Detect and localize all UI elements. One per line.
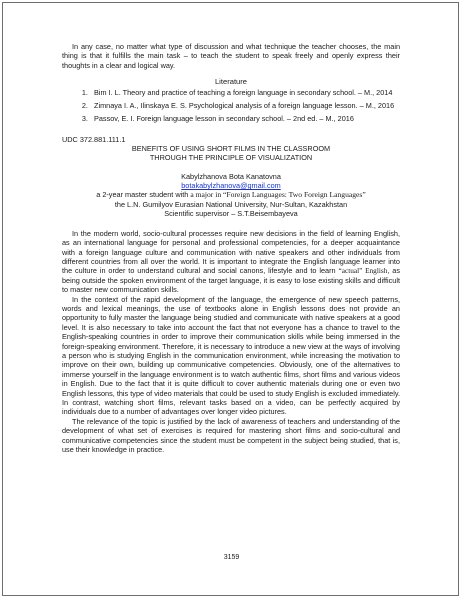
- page-number: 3159: [223, 554, 240, 561]
- body-paragraph-3: The relevance of the topic is justified by the lack of awareness of teachers and understanding of the development of what set of exercises is required for mastering short films and socio-cultural and communicative competencies since the student must be competent in the subject being studied, that is, use their knowledge in practice.: [62, 416, 400, 455]
- page-content: [62, 42, 400, 454]
- author-university: the L.N. Gumilyov Eurasian National University, Nur-Sultan, Kazakhstan: [114, 199, 348, 209]
- reference-item: 2. Zimnaya I. A., Ilinskaya E. S. Psychological analysis of a foreign language lesson. – M., 2016: [90, 101, 400, 110]
- scientific-supervisor: Scientific supervisor – S.T.Beisembayeva: [164, 209, 298, 219]
- author-block: [62, 172, 400, 219]
- article-body: [62, 229, 400, 455]
- author-affiliation: [62, 190, 400, 199]
- affiliation-major: a major in “Foreign Languages: Two Foreign Languages”: [190, 190, 366, 200]
- article-title-line-1: BENEFITS OF USING SHORT FILMS IN THE CLASSROOM: [131, 144, 331, 154]
- literature-heading: Literature: [214, 77, 248, 87]
- reference-list: [62, 88, 400, 124]
- body-paragraph-1: [62, 229, 400, 295]
- intro-paragraph: In any case, no matter what type of discussion and what technique the teacher chooses, the main thing is that it fulfills the main task – to teach the student to speak freely and openly express their thoughts in a clear and logical way.: [62, 42, 400, 70]
- reference-item: 3. Passov, E. I. Foreign language lesson in secondary school. – 2nd ed. – M., 2016: [90, 114, 400, 123]
- author-email-link[interactable]: botakabylzhanova@gmail.com: [181, 181, 281, 191]
- affiliation-prefix: a 2-year master student with: [96, 190, 191, 200]
- p1-text-b: , as being outside the spoken environment of the target language, it is easy to lose existing skills and difficult to master new communication skills.: [62, 266, 400, 295]
- udc-code: UDC 372.881.111.1: [62, 134, 126, 144]
- reference-item: 1. Bim I. L. Theory and practice of teaching a foreign language in secondary school. – M., 2014: [90, 88, 400, 97]
- article-title-line-2: THROUGH THE PRINCIPLE OF VISUALIZATION: [149, 153, 313, 163]
- p1-text-a: In the modern world, socio-cultural processes require new decisions in the field of learning English, as an international language for personal and professional competencies, for a deeper acquaintance with a foreign language culture and communication with native speakers and other individuals from different countries from all over the world. It is important to integrate the English language learner into the culture in order to understand cultural and social canons, lifestyle and to learn: [62, 228, 400, 276]
- p1-quoted-term: “actual” English: [338, 266, 388, 276]
- article-title: [62, 144, 400, 162]
- body-paragraph-2: In the context of the rapid development of the language, the emergence of new speech patterns, words and lexical meanings, the use of textbooks alone in English lessons does not provide an opportunity to fully master the language being studied and communicate with native speakers at a good level. It is also necessary to take into account the fact that not everyone has a chance to travel to the English-speaking countries in order to improve their communication skills while being immersed in the foreign-speaking environment. Therefore, it is necessary to introduce a new view at the ways of involving a person who is studying English in the communication environment, while increasing the motivation to improve on their own, building up communicative competencies. Obviously, one of the alternatives to immerse yourself in the language environment is to watch authentic films, short films and various videos in English. Due to the fact that it is quite difficult to cover authentic materials during one or even two English lessons, this type of video materials that could be used to study English is excluded immediately. In contrast, watching short films, relevant tasks based on a video, can be perfectly acquired by individuals due to a number of advantages over longer video pictures.: [62, 294, 400, 417]
- author-name: Kabylzhanova Bota Kanatovna: [181, 171, 281, 181]
